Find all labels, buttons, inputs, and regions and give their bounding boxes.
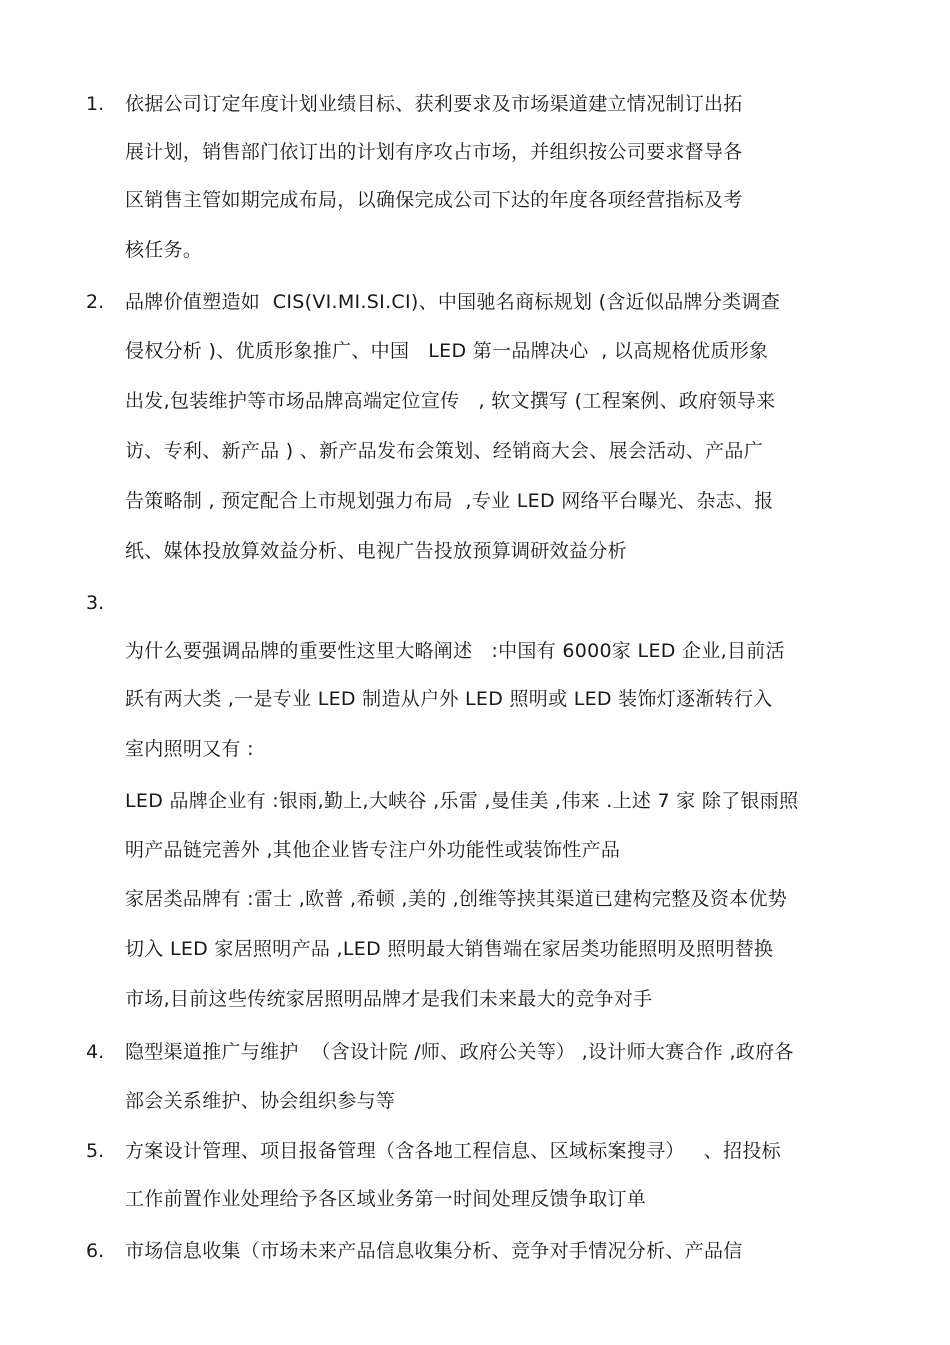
item-4-line-1: 隐型渠道推广与维护 （含设计院 /师、政府公关等） ,设计师大赛合作 ,政府各	[125, 1041, 794, 1063]
item-6-line-1: 市场信息收集（市场未来产品信息收集分析、竞争对手情况分析、产品信	[125, 1240, 743, 1262]
item-1-line-1: 依据公司订定年度计划业绩目标、获利要求及市场渠道建立情况制订出拓	[125, 93, 743, 115]
item-4-line-2: 部会关系维护、协会组织参与等	[125, 1090, 396, 1112]
item-3-line-6: 家居类品牌有 :雷士 ,欧普 ,希顿 ,美的 ,创维等挟其渠道已建构完整及资本优势	[125, 888, 788, 910]
item-1-line-4: 核任务。	[125, 239, 203, 261]
item-3-number: 3.	[86, 592, 105, 614]
item-3-line-7: 切入 LED 家居照明产品 ,LED 照明最大销售端在家居类功能照明及照明替换	[125, 938, 774, 960]
item-3-line-2: 跃有两大类 ,一是专业 LED 制造从户外 LED 照明或 LED 装饰灯逐渐转行入	[125, 688, 773, 710]
item-2-line-1: 品牌价值塑造如 CIS(VI.MI.SI.CI)、中国驰名商标规划 (含近似品牌分类调查	[125, 291, 781, 313]
item-4-number: 4.	[86, 1041, 105, 1063]
item-3-line-3: 室内照明又有 :	[125, 738, 254, 760]
item-3-line-8: 市场,目前这些传统家居照明品牌才是我们未来最大的竞争对手	[125, 988, 653, 1010]
item-2-line-2: 侵权分析 )、优质形象推广、中国 LED 第一品牌决心 , 以高规格优质形象	[125, 340, 769, 362]
item-5-line-2: 工作前置作业处理给予各区域业务第一时间处理反馈争取订单	[125, 1188, 647, 1210]
item-5-line-1: 方案设计管理、项目报备管理（含各地工程信息、区域标案搜寻） 、招投标	[125, 1140, 781, 1162]
item-1-line-3: 区销售主管如期完成布局，以确保完成公司下达的年度各项经营指标及考	[125, 189, 743, 211]
item-2-line-3: 出发,包装维护等市场品牌高端定位宣传 , 软文撰写 (工程案例、政府领导来	[125, 390, 776, 412]
item-1-number: 1.	[86, 93, 105, 115]
item-3-line-4: LED 品牌企业有 :银雨,勤上,大峡谷 ,乐雷 ,曼佳美 ,伟来 .上述 7 家 除了银雨照	[125, 790, 799, 812]
item-1-line-2: 展计划，销售部门依订出的计划有序攻占市场，并组织按公司要求督导各	[125, 141, 743, 163]
item-5-number: 5.	[86, 1140, 105, 1162]
item-3-line-1: 为什么要强调品牌的重要性这里大略阐述 :中国有 6000家 LED 企业,目前活	[125, 640, 785, 662]
item-2-line-6: 纸、媒体投放算效益分析、电视广告投放预算调研效益分析	[125, 540, 627, 562]
item-3-line-5: 明产品链完善外 ,其他企业皆专注户外功能性或装饰性产品	[125, 839, 621, 861]
item-2-number: 2.	[86, 291, 105, 313]
item-2-line-5: 告策略制 , 预定配合上市规划强力布局 ,专业 LED 网络平台曝光、杂志、报	[125, 490, 774, 512]
item-2-line-4: 访、专利、新产品 ) 、新产品发布会策划、经销商大会、展会活动、产品广	[125, 440, 763, 462]
item-6-number: 6.	[86, 1240, 105, 1262]
